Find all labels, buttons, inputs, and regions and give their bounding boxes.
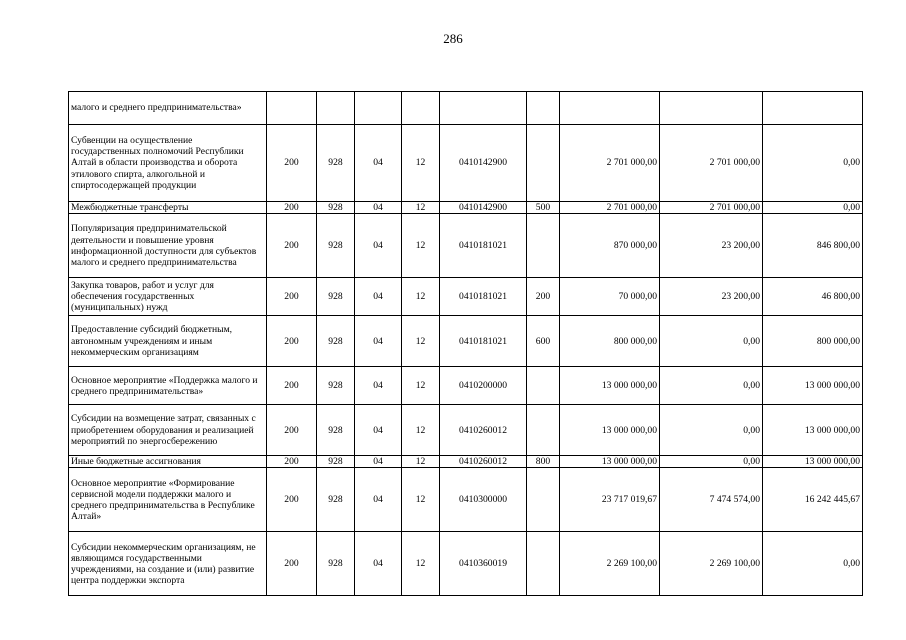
cell-program-code: 200 (267, 278, 317, 316)
cell-amount-remaining: 0,00 (763, 125, 863, 202)
cell-section-code: 04 (355, 125, 402, 202)
cell-ministry-code: 928 (317, 367, 355, 405)
cell-expense-type (527, 92, 560, 125)
cell-amount-executed: 0,00 (660, 456, 763, 468)
row-name: малого и среднего предпринимательства» (69, 92, 267, 125)
cell-amount-plan: 13 000 000,00 (560, 367, 660, 405)
table-row (69, 405, 863, 456)
cell-target-article: 0410300000 (440, 468, 527, 532)
cell-expense-type: 500 (527, 202, 560, 214)
cell-section-code: 04 (355, 532, 402, 596)
cell-amount-remaining: 46 800,00 (763, 278, 863, 316)
cell-ministry-code: 928 (317, 405, 355, 456)
budget-table (68, 91, 863, 596)
cell-section-code: 04 (355, 278, 402, 316)
cell-ministry-code: 928 (317, 532, 355, 596)
cell-amount-plan: 2 701 000,00 (560, 202, 660, 214)
table-row (69, 367, 863, 405)
cell-amount-plan: 70 000,00 (560, 278, 660, 316)
table-row (69, 278, 863, 316)
cell-amount-executed: 0,00 (660, 316, 763, 367)
cell-amount-plan: 2 269 100,00 (560, 532, 660, 596)
cell-amount-plan: 13 000 000,00 (560, 456, 660, 468)
cell-section-code: 04 (355, 214, 402, 278)
cell-amount-executed: 0,00 (660, 405, 763, 456)
cell-subsection-code: 12 (402, 214, 440, 278)
cell-amount-executed: 23 200,00 (660, 214, 763, 278)
cell-program-code: 200 (267, 532, 317, 596)
cell-amount-plan (560, 92, 660, 125)
cell-amount-remaining: 846 800,00 (763, 214, 863, 278)
cell-target-article: 0410260012 (440, 405, 527, 456)
cell-expense-type (527, 367, 560, 405)
cell-amount-remaining: 13 000 000,00 (763, 405, 863, 456)
cell-expense-type (527, 468, 560, 532)
row-name: Субвенции на осуществление государственных полномочий Республики Алтай в области производства и оборота этилового спирта, алкогольной и спиртосодержащей продукции (69, 125, 267, 202)
cell-target-article: 0410181021 (440, 214, 527, 278)
cell-amount-plan: 800 000,00 (560, 316, 660, 367)
row-name: Межбюджетные трансферты (69, 202, 267, 214)
cell-amount-remaining: 16 242 445,67 (763, 468, 863, 532)
cell-amount-executed: 7 474 574,00 (660, 468, 763, 532)
cell-section-code (355, 92, 402, 125)
row-name: Иные бюджетные ассигнования (69, 456, 267, 468)
cell-subsection-code: 12 (402, 367, 440, 405)
cell-ministry-code: 928 (317, 202, 355, 214)
cell-program-code: 200 (267, 456, 317, 468)
cell-program-code: 200 (267, 468, 317, 532)
cell-program-code: 200 (267, 316, 317, 367)
row-name: Предоставление субсидий бюджетным, автономным учреждениям и иным некоммерческим организациям (69, 316, 267, 367)
table-row (69, 214, 863, 278)
table-row (69, 316, 863, 367)
cell-program-code (267, 92, 317, 125)
cell-subsection-code: 12 (402, 405, 440, 456)
cell-expense-type: 600 (527, 316, 560, 367)
row-name: Основное мероприятие «Поддержка малого и среднего предпринимательства» (69, 367, 267, 405)
cell-amount-plan: 23 717 019,67 (560, 468, 660, 532)
cell-program-code: 200 (267, 367, 317, 405)
table-row (69, 456, 863, 468)
page-number: 286 (443, 31, 463, 46)
cell-amount-executed (660, 92, 763, 125)
cell-program-code: 200 (267, 202, 317, 214)
cell-subsection-code: 12 (402, 125, 440, 202)
cell-target-article: 0410142900 (440, 202, 527, 214)
cell-section-code: 04 (355, 456, 402, 468)
table-row (69, 92, 863, 125)
row-name: Популяризация предпринимательской деятельности и повышение уровня информационной доступности для субъектов малого и среднего предпринимательства (69, 214, 267, 278)
cell-target-article: 0410260012 (440, 456, 527, 468)
cell-section-code: 04 (355, 367, 402, 405)
cell-expense-type (527, 125, 560, 202)
cell-amount-executed: 2 701 000,00 (660, 202, 763, 214)
cell-amount-remaining: 0,00 (763, 202, 863, 214)
cell-section-code: 04 (355, 202, 402, 214)
cell-amount-plan: 2 701 000,00 (560, 125, 660, 202)
cell-subsection-code: 12 (402, 316, 440, 367)
cell-expense-type: 200 (527, 278, 560, 316)
cell-amount-executed: 0,00 (660, 367, 763, 405)
cell-target-article: 0410181021 (440, 278, 527, 316)
cell-subsection-code: 12 (402, 532, 440, 596)
table-row (69, 202, 863, 214)
cell-amount-remaining: 13 000 000,00 (763, 367, 863, 405)
cell-amount-executed: 2 269 100,00 (660, 532, 763, 596)
cell-ministry-code: 928 (317, 456, 355, 468)
cell-amount-remaining: 0,00 (763, 532, 863, 596)
cell-program-code: 200 (267, 214, 317, 278)
cell-amount-plan: 870 000,00 (560, 214, 660, 278)
cell-section-code: 04 (355, 316, 402, 367)
cell-amount-remaining: 800 000,00 (763, 316, 863, 367)
row-name: Субсидии на возмещение затрат, связанных с приобретением оборудования и реализацией мероприятий по энергосбережению (69, 405, 267, 456)
cell-ministry-code: 928 (317, 278, 355, 316)
cell-expense-type (527, 532, 560, 596)
cell-amount-remaining (763, 92, 863, 125)
cell-target-article: 0410200000 (440, 367, 527, 405)
cell-amount-plan: 13 000 000,00 (560, 405, 660, 456)
cell-ministry-code: 928 (317, 468, 355, 532)
cell-amount-remaining: 13 000 000,00 (763, 456, 863, 468)
cell-program-code: 200 (267, 405, 317, 456)
table-row (69, 468, 863, 532)
cell-subsection-code: 12 (402, 456, 440, 468)
table-row (69, 125, 863, 202)
cell-ministry-code: 928 (317, 125, 355, 202)
cell-amount-executed: 23 200,00 (660, 278, 763, 316)
cell-subsection-code: 12 (402, 468, 440, 532)
cell-target-article: 0410142900 (440, 125, 527, 202)
table-row (69, 532, 863, 596)
cell-expense-type (527, 214, 560, 278)
row-name: Субсидии некоммерческим организациям, не являющимся государственными учреждениями, на создание и (или) развитие центра поддержки экспорта (69, 532, 267, 596)
cell-subsection-code (402, 92, 440, 125)
cell-section-code: 04 (355, 468, 402, 532)
cell-target-article: 0410181021 (440, 316, 527, 367)
cell-subsection-code: 12 (402, 202, 440, 214)
cell-subsection-code: 12 (402, 278, 440, 316)
cell-ministry-code: 928 (317, 316, 355, 367)
row-name: Основное мероприятие «Формирование сервисной модели поддержки малого и среднего предпринимательства в Республике Алтай» (69, 468, 267, 532)
cell-ministry-code: 928 (317, 214, 355, 278)
cell-amount-executed: 2 701 000,00 (660, 125, 763, 202)
cell-section-code: 04 (355, 405, 402, 456)
cell-ministry-code (317, 92, 355, 125)
cell-program-code: 200 (267, 125, 317, 202)
row-name: Закупка товаров, работ и услуг для обеспечения государственных (муниципальных) нужд (69, 278, 267, 316)
cell-expense-type (527, 405, 560, 456)
cell-target-article: 0410360019 (440, 532, 527, 596)
cell-expense-type: 800 (527, 456, 560, 468)
cell-target-article (440, 92, 527, 125)
